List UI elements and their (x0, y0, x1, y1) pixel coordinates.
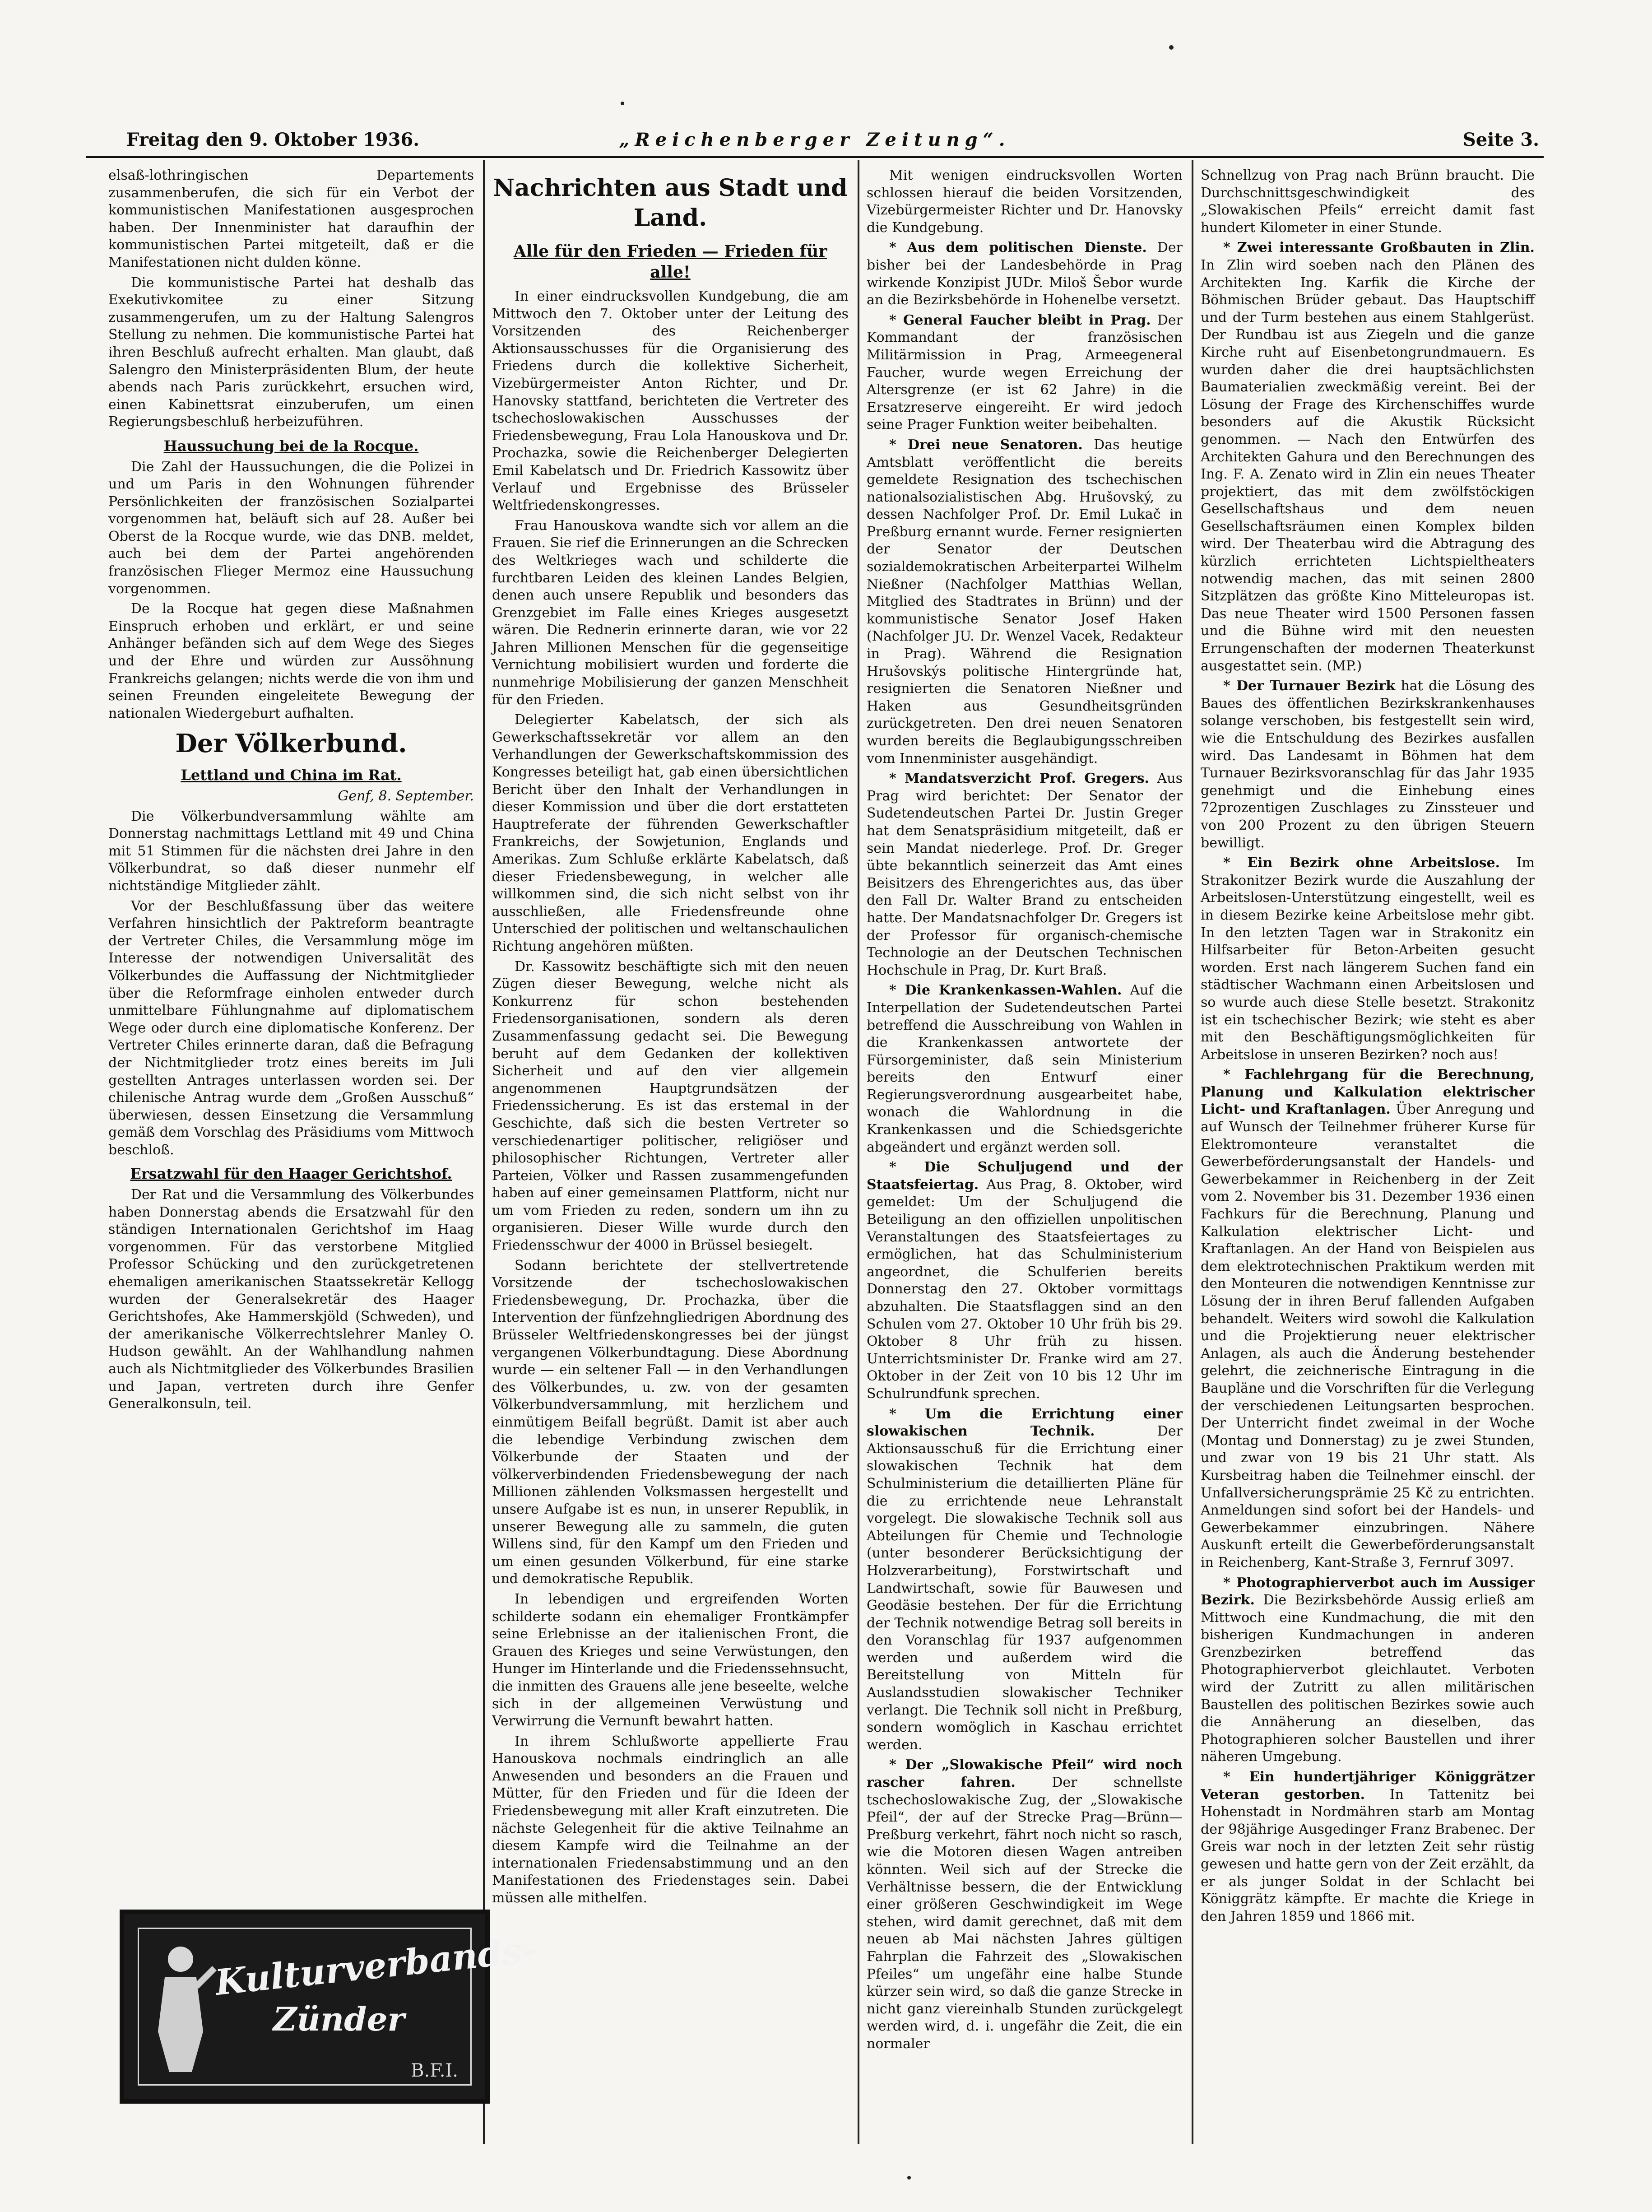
news-kicker: * General Faucher bleibt in Prag. (889, 312, 1151, 328)
news-item (867, 312, 1183, 434)
header-masthead: „Reichenberger Zeitung“. (619, 129, 1011, 150)
ad-title-line-2: Zünder (273, 2000, 405, 2038)
advertisement (120, 1910, 538, 2104)
news-kicker: * Fachlehrgang für die Berechnung, Planung und Kalkulation elektrischer Licht- und Kraftanlagen. (1201, 1067, 1535, 1118)
news-kicker: * Die Schuljugend und der Staatsfeiertag. (867, 1159, 1183, 1193)
news-text: Über Anregung und auf Wunsch der Teilnehmer früherer Kurse für Elektromonteure veranstaltet die Gewerbeförderungsanstalt der Handels- und Gewerbekammer in Reichenberg in der Zeit vom 2. November bis 31. Dezember 1936 einen Fachkurs für die Berechnung, Planung und Kalkulation elektrischer Licht- und Kraftanlagen. An der Hand von Beispielen aus dem elektrotechnischen Praktikum werden mit den Monteuren die notwendigen Kenntnisse zur Lösung der in ihren Beruf fallenden Aufgaben behandelt. Weiters wird sowohl die Kalkulation und die Projektierung neuer elektrischer Anlagen, als auch die Änderung bestehender gelehrt, die zeichnerische Eintragung in die Baupläne und die Vorschriften für die Verlegung der verschiedenen Leitungsarten besprochen. Der Unterricht findet zweimal in der Woche (Montag und Donnerstag) zu je zwei Stunden, und zwar von 19 bis 21 Uhr statt. Als Kursbeitrag haben die Teilnehmer einschl. der Unfallversicherungsprämie 25 Kč zu entrichten. Anmeldungen sind sofort bei der Handels- und Gewerbekammer einzubringen. Nähere Auskunft erteilt die Gewerbeförderungsanstalt in Reichenberg, Kant-Straße 3, Fernruf 3097. (1201, 1101, 1535, 1571)
news-item (867, 982, 1183, 1156)
article-headline: Ersatzwahl für den Haager Gerichtshof. (130, 1165, 452, 1183)
news-item (1201, 1066, 1535, 1571)
section-title: Nachrichten aus Stadt und Land. (493, 174, 848, 232)
news-text: In Zlin wird soeben nach den Plänen des Architekten Ing. Karfik die Kirche der Böhmischen Brüder gebaut. Das Hauptschiff und der Turm bestehen aus einem Stahlgerüst. Der Rundbau ist aus Ziegeln und die ganze Kirche ruht auf Eisenbetongrundmauern. Es wurden daher die drei hauptsächlichsten Baumaterialien zweckmäßig vereint. Bei der Lösung der Frage des Kirchenschiffes wurde besonders auf die Akustik Rücksicht genommen. — Nach den Entwürfen des Architekten Gahura und den Berechnungen des Ing. F. A. Zenato wird in Zlin ein neues Theater projektiert, das mit dem zwölfstöckigen Gesellschaftshaus und dem neuen Gesellschaftsräumen einen Komplex bilden wird. Der Theaterbau wird die Abtragung des kürzlich errichteten Lichtspieltheaters notwendig machen, das mit seinen 2800 Sitzplätzen das größte Kino Mitteleuropas ist. Das neue Theater wird 1500 Personen fassen und die Bühne wird mit den neuesten Errungenschaften der modernen Theaterkunst ausgestattet sein. (MP.) (1201, 257, 1535, 674)
article-headline: Haussuchung bei de la Rocque. (163, 437, 419, 455)
print-speck (1169, 45, 1174, 50)
paragraph: Der Rat und die Versammlung des Völkerbundes haben Donnerstag abends die Ersatzwahl für den ständigen Internationalen Gerichtshof im Haag vorgenommen. Für das verstorbene Mitglied Professor Schücking und den zurückgetretenen ehemaligen amerikanischen Staatssekretär Kellogg wurden der Generalsekretär des Haager Gerichtshofes, Ake Hammerskjöld (Schweden), und der amerikanische Völkerrechtslehrer Manley O. Hudson gewählt. An der Wahlhandlung nahmen auch als Nichtmitglieder des Völkerbundes Brasilien und Japan, vertreten durch ihre Genfer Generalkonsuln, teil. (108, 1187, 474, 1412)
news-item (867, 1406, 1183, 1754)
news-kicker: * Die Krankenkassen-Wahlen. (889, 982, 1122, 999)
column-3 (867, 167, 1183, 2144)
news-kicker: * Der „Slowakische Pfeil“ wird noch rascher fahren. (867, 1757, 1183, 1791)
article-subheadline: Lettland und China im Rat. (181, 767, 402, 784)
news-item (1201, 1575, 1535, 1766)
news-kicker: * Photographierverbot auch im Aussiger Bezirk. (1201, 1575, 1535, 1608)
news-kicker: * Zwei interessante Großbauten in Zlin. (1223, 240, 1535, 256)
paragraph: elsaß-lothringischen Departements zusammenberufen, die sich für ein Verbot der kommunistischen Manifestationen ausgesprochen haben. Der Innenminister hat daraufhin der kommunistischen Partei mitgeteilt, daß er die Manifestationen nicht dulden könne. (108, 167, 474, 270)
article-headline: Alle für den Frieden — Frieden für alle! (513, 242, 827, 282)
news-text: Der schnellste tschechoslowakische Zug, der „Slowakische Pfeil“, der auf der Strecke Prag—Brünn—Preßburg verkehrt, fährt noch nicht so rasch, wie die Motoren diesen Wagen antreiben könnten. Weil sich auf der Strecke die Verhältnisse bessern, die der Entwicklung einer größeren Geschwindigkeit im Wege stehen, wird damit gerechnet, daß mit dem neuen ab Mai nächsten Jahres gültigen Fahrplan die Fahrzeit des „Slowakischen Pfeiles“ um ungefähr eine halbe Stunde kürzer sein wird, so daß die ganze Strecke in nicht ganz viereinhalb Stunden zurückgelegt werden wird, d. i. ungefähr die Zeit, die ein normaler (867, 1775, 1183, 2052)
paragraph: Sodann berichtete der stellvertretende Vorsitzende der tschechoslowakischen Friedensbewegung, Dr. Prochazka, über die Intervention der fünfzehngliedrigen Abordnung des Brüsseler Weltfriedenskongresses bei der jüngst vergangenen Völkerbundtagung. Diese Abordnung wurde — ein seltener Fall — in den Verhandlungen des Völkerbundes, u. zw. von der gesamten Völkerbundversammlung, mit herzlichem und einmütigem Beifall begrüßt. Damit ist aber auch die lebendige Verbindung zwischen dem Völkerbunde der Staaten und der völkerverbindenden Friedensbewegung der nach Millionen zählenden Volksmassen hergestellt und unsere Aufgabe ist es nun, in unserer Republik, in unserer Bewegung alle zu sammeln, die guten Willens sind, für den Kampf um den Frieden und um einen gesunden Völkerbund, für eine starke und demokratische Republik. (492, 1257, 849, 1587)
column-rule (1192, 160, 1193, 2144)
paragraph: In ihrem Schlußworte appellierte Frau Hanouskova nochmals eindringlich an alle Anwesenden und besonders an die Frauen und Mütter, für den Frieden und für die Ideen der Friedensbewegung mit aller Kraft einzutreten. Die nächste Gelegenheit für die aktive Teilnahme an diesem Kampfe wird die Teilnahme an der internationalen Friedensabstimmung und an den Manifestationen des Friedenstages sein. Dabei müssen alle mithelfen. (492, 1733, 849, 1906)
column-4 (1201, 167, 1535, 2144)
news-text: Der bisher bei der Landesbehörde in Prag wirkende Konzipist JUDr. Miloš Šebor wurde an die Bezirksbehörde in Hohenelbe versetzt. (867, 240, 1183, 308)
news-item (1201, 855, 1535, 1064)
print-speck (621, 102, 624, 105)
news-kicker: * Ein Bezirk ohne Arbeitslose. (1223, 855, 1500, 871)
news-item (867, 1159, 1183, 1403)
news-text: Aus Prag wird berichtet: Der Senator der Sudetendeutschen Partei Dr. Justin Greger hat dem Senatspräsidium mitgeteilt, daß er sein Mandat niederlege. Prof. Dr. Greger übte bekanntlich seinerzeit das Amt eines Beisitzers des Ehrengerichtes aus, das über den Fall Dr. Walter Brand zu entscheiden hatte. Der Mandatsnachfolger Dr. Gregers ist der Professor für organisch-chemische Technologie an der Deutschen Technischen Hochschule in Prag, Dr. Kurt Braß. (867, 771, 1183, 978)
paragraph: Vor der Beschlußfassung über das weitere Verfahren hinsichtlich der Paktreform beantragte der Vertreter Chiles, die Versammlung möge im Interesse der notwendigen Universalität des Völkerbundes die Auffassung der Nichtmitglieder über die Reformfrage einholen entweder durch unmittelbare Fühlungnahme auf diplomatischem Wege oder durch eine diplomatische Konferenz. Der Vertreter Chiles erinnerte daran, daß die Befragung der Nichtmitglieder trotz eines bereits im Juli gestellten Antrages unterlassen worden sei. Der chilenische Antrag wurde dem „Großen Ausschuß“ überwiesen, dessen Einsetzung die Versammlung gemäß dem Vorschlag des Präsidiums vom Mittwoch beschloß. (108, 898, 474, 1158)
news-item (867, 770, 1183, 979)
header-date: Freitag den 9. Oktober 1936. (126, 129, 420, 150)
news-kicker: * Um die Errichtung einer slowakischen Technik. (867, 1406, 1183, 1440)
ad-figure-illustration (147, 1941, 214, 2077)
news-item (1201, 239, 1535, 675)
news-kicker: * Mandatsverzicht Prof. Gregers. (889, 771, 1149, 787)
ad-signature: B.F.I. (411, 2060, 458, 2081)
news-item (867, 1757, 1183, 2053)
news-item (867, 239, 1183, 309)
paragraph: De la Rocque hat gegen diese Maßnahmen Einspruch erhoben und erklärt, er und seine Anhänger befänden sich auf dem Wege des Sieges und der Ehre und würden zur Aussöhnung Frankreichs gelangen; nichts werde die von ihm und seinen Freunden eingeleitete Bewegung der nationalen Wiedergeburt aufhalten. (108, 601, 474, 721)
news-text: Der Kommandant der französischen Militärmission in Prag, Armeegeneral Faucher, wurde wegen Erreichung der Altersgrenze (er ist 62 Jahre) in die Ersatzreserve eingereiht. Er wird jedoch seine Prager Funktion weiter beibehalten. (867, 312, 1183, 433)
page-header (86, 115, 1544, 158)
news-text: Der Aktionsausschuß für die Errichtung einer slowakischen Technik hat dem Schulministerium die detaillierten Pläne für die zu errichtende neue Lehranstalt vorgelegt. Die slowakische Technik soll aus Abteilungen für Chemie und Technologie (unter besonderer Berücksichtigung der Holzverarbeitung), Forstwirtschaft und Landwirtschaft, sowie für Bauwesen und Geodäsie bestehen. Der für die Errichtung der Technik notwendige Betrag soll bereits in den Voranschlag für 1937 aufgenommen werden und außerdem wird die Bereitstellung von Mitteln für Auslandsstudien slowakischer Techniker verlangt. Die Technik soll nicht in Preßburg, sondern womöglich in Kaschau errichtet werden. (867, 1423, 1183, 1753)
column-rule (858, 160, 859, 2144)
paragraph: Die Völkerbundversammlung wählte am Donnerstag nachmittags Lettland mit 49 und China mit 51 Stimmen für die nächsten drei Jahre in den Völkerbundrat, so daß dieser nunmehr elf nichtständige Mitglieder zählt. (108, 808, 474, 894)
paragraph: Schnellzug von Prag nach Brünn braucht. Die Durchschnittsgeschwindigkeit des „Slowakischen Pfeils“ erreicht damit fast hundert Kilometer in einer Stunde. (1201, 167, 1535, 236)
paragraph: Dr. Kassowitz beschäftigte sich mit den neuen Zügen dieser Bewegung, welche nicht als Konkurrenz für schon bestehenden Friedensorganisationen, sondern als deren Zusammenfassung gedacht sei. Die Bewegung beruht auf dem Gedanken der kollektiven Sicherheit und auf den vier allgemein angenommenen Hauptgrundsätzen der Friedenssicherung. Es ist das erstemal in der Geschichte, daß sich die besten Vertreter so verschiedenartiger politischer, religiöser und philosophischer Richtungen, Vertreter aller Parteien, Völker und Rassen zusammengefunden haben auf einer gemeinsamen Plattform, nicht nur um vom Frieden zu reden, sondern um ihn zu organisieren. Dieser Wille wurde durch den Friedensschwur der 4000 in Brüssel besiegelt. (492, 958, 849, 1254)
news-kicker: * Der Turnauer Bezirk (1223, 678, 1396, 694)
paragraph: In einer eindrucksvollen Kundgebung, die am Mittwoch den 7. Oktober unter der Leitung des Vorsitzenden des Reichenberger Aktionsausschusses für die Organisierung des Friedens durch die kollektive Sicherheit, Vizebürgermeister Anton Richter, und Dr. Hanovsky stattfand, berichteten die Vertreter des tschechoslowakischen Ausschusses der Friedensbewegung, Frau Lola Hanouskova und Dr. Prochazka, sowie die Reichenberger Delegierten Emil Kabelatsch und Dr. Friedrich Kassowitz über Verlauf und Ergebnisse des Brüsseler Weltfriedenskongresses. (492, 288, 849, 514)
news-text: Die Bezirksbehörde Aussig erließ am Mittwoch eine Kundmachung, die mit den bisherigen Kundmachungen in anderen Grenzbezirken betreffend das Photographierverbot gleichlautet. Verboten wird der Zutritt zu allen militärischen Baustellen des politischen Bezirkes sowie auch die Annäherung an dieselben, das Photographieren solcher Baustellen und ihrer näheren Umgebung. (1201, 1592, 1535, 1765)
news-text: Aus Prag, 8. Oktober, wird gemeldet: Um der Schuljugend die Beteiligung an den offiziellen unpolitischen Veranstaltungen des Staatsfeiertages zu ermöglichen, hat das Schulministerium angeordnet, die Schulferien bereits Donnerstag den 27. Oktober vormittags abzuhalten. Die Staatsflaggen sind an den Schulen vom 27. Oktober 10 Uhr früh bis 29. Oktober 8 Uhr früh zu hissen. Unterrichtsminister Dr. Franke wird am 27. Oktober in der Zeit von 10 bis 12 Uhr im Schulrundfunk sprechen. (867, 1176, 1183, 1402)
news-text: In Tattenitz bei Hohenstadt in Nordmähren starb am Montag der 98jährige Ausgedinger Franz Brabenec. Der Greis war noch in der letzten Zeit sehr rüstig gewesen und hatte gern von der Zeit erzählt, da er als junger Soldat in der Schlacht bei Königgrätz kämpfte. Er machte die Kriege in den Jahren 1859 und 1866 mit. (1201, 1786, 1535, 1924)
paragraph: Die kommunistische Partei hat deshalb das Exekutivkomitee zu einer Sitzung zusammengerufen, um zu der Haltung Salengros Stellung zu nehmen. Die kommunistische Partei hat ihren Beschluß aufrecht erhalten. Man glaubt, daß Salengro den Ministerpräsidenten Blum, der heute abends nach Paris zurückkehrt, ersuchen wird, einen Kabinettsrat einzuberufen, um einen Regierungsbeschluß herbeizuführen. (108, 274, 474, 430)
paragraph: Delegierter Kabelatsch, der sich als Gewerkschaftssekretär vor allem an den Verhandlungen der Gewerkschaftskommission des Kongresses beteiligt hat, gab einen übersichtlichen Bericht über den Inhalt der Verhandlungen in dieser Kommission und über die dort erstatteten Hauptreferate der führenden Gewerkschaftler Frankreichs, der Sowjetunion, Englands und Amerikas. Zum Schluße erklärte Kabelatsch, daß dieser Friedensbewegung, in welcher alle willkommen sind, die sich nicht selbst von ihr ausschließen, alle Friedensfreunde ohne Unterschied der politischen und weltanschaulichen Richtung angehören müßten. (492, 712, 849, 954)
news-item (867, 437, 1183, 767)
header-page-number: Seite 3. (1462, 129, 1539, 150)
news-item (1201, 678, 1535, 852)
news-kicker: * Ein hundertjähriger Königgrätzer Veteran gestorben. (1201, 1769, 1535, 1803)
column-rule (483, 160, 485, 2144)
news-kicker: * Drei neue Senatoren. (889, 437, 1083, 453)
ad-title-line-1: Kulturverbands- (213, 1929, 538, 2004)
news-text: Im Strakonitzer Bezirk wurde die Auszahlung der Arbeitslosen-Unterstützung eingestellt, weil es in diesem Bezirke keine Arbeitslose mehr gibt. In den letzten Tagen war in Strakonitz ein Hilfsarbeiter für Beton-Arbeiten gesucht worden. Erst nach längerem Suchen fand ein städtischer Wachmann einen Arbeitslosen und so wurde auch diese Stelle besetzt. Strakonitz ist ein tschechischer Bezirk; wie steht es aber mit den Beschäftigungsmöglichkeiten für Arbeitslose in unseren Bezirken? noch aus! (1201, 855, 1535, 1063)
column-2 (492, 167, 849, 2144)
paragraph: Die Zahl der Haussuchungen, die die Polizei in und um Paris in den Wohnungen führender Persönlichkeiten der französischen Sozialpartei vorgenommen hat, beläuft sich auf 28. Außer bei Oberst de la Rocque wurde, wie das DNB. meldet, auch bei dem der Partei angehörenden französischen Flieger Mermoz eine Haussuchung vorgenommen. (108, 459, 474, 597)
print-speck (907, 2176, 911, 2179)
paragraph: Frau Hanouskova wandte sich vor allem an die Frauen. Sie rief die Erinnerungen an die Schrecken des Weltkrieges wach und schilderte die furchtbaren Leiden des kleinen Landes Belgien, denen auch unsere Republik und besonders das Grenzgebiet im Falle eines Krieges ausgesetzt wären. Die Rednerin erinnerte daran, wie vor 22 Jahren Millionen Menschen für die gegenseitige Vernichtung mobilisiert wurden und forderte die nunmehrige Mobilisierung der ganzen Menschheit für den Frieden. (492, 517, 849, 708)
news-text: Das heutige Amtsblatt veröffentlicht die bereits gemeldete Resignation des tschechischen nationalsozialistischen Abg. Hrušovský, zu dessen Nachfolger Prof. Dr. Emil Lukač in Preßburg ernannt wurde. Ferner resignierten der Senator der Deutschen sozialdemokratischen Arbeiterpartei Wilhelm Nießner (Nachfolger Matthias Wellan, Mitglied des Stadtrates in Brünn) und der kommunistische Senator Josef Haken (Nachfolger JU. Dr. Wenzel Vacek, Redakteur in Prag). Während die Resignation Hrušovskýs politische Hintergründe hat, resignierten die Senatoren Nießner und Haken aus Gesundheitsgründen zurückgetreten. Den drei neuen Senatoren wurden bereits die Beglaubigungsschreiben vom Innenminister ausgehändigt. (867, 437, 1183, 767)
news-text: hat die Lösung des Baues des öffentlichen Bezirkskrankenhauses solange verschoben, bis festgestellt sein wird, wie die Entschuldung des Bezirkes ausfallen wird. Das Landesamt in Böhmen hat dem Turnauer Bezirksvoranschlag für das Jahr 1935 genehmigt und die Einhebung eines 72prozentigen Zuschlages zu Zinssteuer und von 200 Prozent zu den übrigen Steuern bewilligt. (1201, 678, 1535, 851)
paragraph: In lebendigen und ergreifenden Worten schilderte sodann ein ehemaliger Frontkämpfer seine Erlebnisse an der italienischen Front, die Grauen des Krieges und seine Verwüstungen, den Hunger im Hinterlande und die Friedenssehnsucht, die inmitten des Grauens alle jene beseelte, welche sich in der allgemeinen Verwüstung und Verwirrung die Vernunft bewahrt hatten. (492, 1591, 849, 1729)
column-1 (108, 167, 474, 1901)
news-kicker: * Aus dem politischen Dienste. (889, 240, 1147, 256)
dateline: Genf, 8. September. (338, 788, 474, 804)
news-item (1201, 1769, 1535, 1925)
article-headline: Der Völkerbund. (175, 729, 407, 759)
paragraph: Mit wenigen eindrucksvollen Worten schlossen hierauf die beiden Vorsitzenden, Vizebürgermeister Richter und Dr. Hanovsky die Kundgebung. (867, 167, 1183, 236)
news-text: Auf die Interpellation der Sudetendeutschen Partei betreffend die Ausschreibung von Wahlen in die Krankenkassen antwortete der Fürsorgeminister, daß sein Ministerium bereits den Entwurf einer Regierungsverordnung ausgearbeitet habe, wonach die Wahlordnung in die Krankenkassen und die Schiedsgerichte abgeändert und ergänzt werden soll. (867, 982, 1183, 1155)
